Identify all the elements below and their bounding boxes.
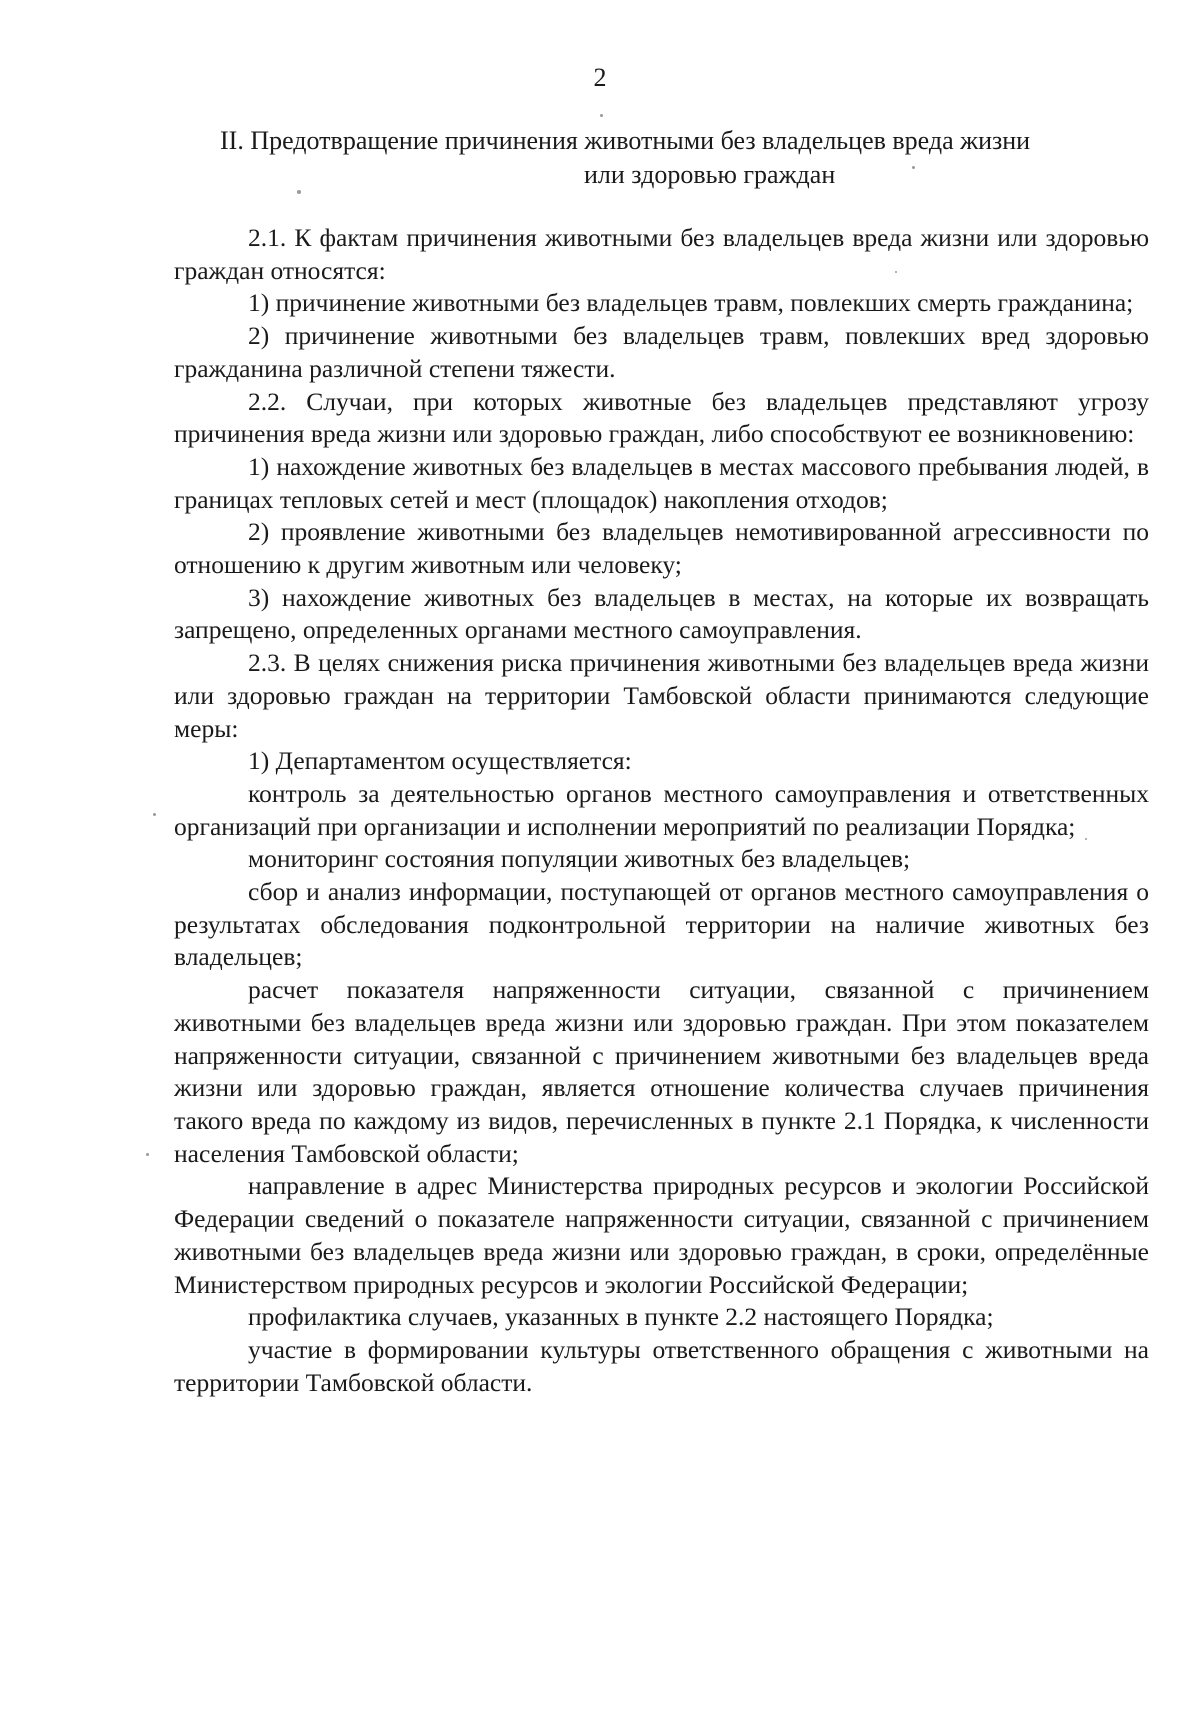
measure-prevention: профилактика случаев, указанных в пункте 2.2 настоящего Порядка; — [248, 1302, 994, 1332]
list-item-2-2-1: 1) нахождение животных без владельцев в местах массового пребывания людей, в границах тепловых сетей и мест (площадок) накопления отходов; — [174, 451, 1149, 514]
scan-speck — [153, 813, 156, 816]
measure-info-collection: сбор и анализ информации, поступающей от органов местного самоуправления о результатах обследования подконтрольной территории на наличие животных без владельцев; — [174, 877, 1149, 972]
scan-speck — [895, 271, 897, 273]
measure-culture: участие в формировании культуры ответственного обращения с животными на территории Тамбовской области. — [174, 1334, 1149, 1397]
list-item-2-1-2: 2) причинение животными без владельцев травм, повлекших вред здоровью гражданина различной степени тяжести. — [174, 321, 1149, 383]
scan-speck — [146, 1153, 149, 1156]
scan-speck — [912, 166, 915, 169]
scan-speck — [600, 114, 603, 117]
section-title — [170, 124, 1150, 192]
scan-speck — [297, 190, 301, 194]
measure-tension-index: расчет показателя напряженности ситуации, связанной с причинением животными без владельцев вреда жизни или здоровью граждан. При этом показателем напряженности ситуации, связанной с причинением животными без владельцев вреда жизни или здоровью граждан, является отношение количества случаев причинения такого вреда по каждому из видов, перечисленных в пункте 2.1 Порядка, к численности населения Тамбовской области; — [174, 975, 1149, 1168]
measure-control: контроль за деятельностью органов местного самоуправления и ответственных организаций при организации и исполнении мероприятий по реализации Порядка; — [174, 778, 1149, 841]
scan-speck — [1085, 838, 1087, 840]
list-item-2-2-2: 2) проявление животными без владельцев немотивированной агрессивности по отношению к другим животным или человеку; — [174, 517, 1149, 580]
measure-monitoring: мониторинг состояния популяции животных без владельцев; — [248, 844, 911, 874]
paragraph-2-2: 2.2. Случаи, при которых животные без владельцев представляют угрозу причинения вреда жизни или здоровью граждан, либо способствуют ее возникновению: — [174, 386, 1149, 449]
document-body — [174, 222, 1149, 1399]
section-title-line-1: II. Предотвращение причинения животными без владельцев вреда жизни — [220, 126, 1031, 155]
paragraph-2-1: 2.1. К фактам причинения животными без владельцев вреда жизни или здоровью граждан относятся: — [174, 223, 1149, 285]
page-number: 2 — [593, 63, 607, 92]
section-title-line-2: или здоровью граждан — [584, 160, 836, 189]
paragraph-2-3: 2.3. В целях снижения риска причинения животными без владельцев вреда жизни или здоровью граждан на территории Тамбовской области принимаются следующие меры: — [174, 648, 1149, 743]
list-item-2-3-1: 1) Департаментом осуществляется: — [248, 746, 632, 776]
list-item-2-1-1: 1) причинение животными без владельцев травм, повлекших смерть гражданина; — [248, 288, 1134, 318]
list-item-2-2-3: 3) нахождение животных без владельцев в местах, на которые их возвращать запрещено, определенных органами местного самоуправления. — [174, 582, 1149, 645]
measure-reporting: направление в адрес Министерства природных ресурсов и экологии Российской Федерации сведений о показателе напряженности ситуации, связанной с причинением животными без владельцев вреда жизни или здоровью граждан, в сроки, определённые Министерством природных ресурсов и экологии Российской Федерации; — [174, 1171, 1149, 1299]
